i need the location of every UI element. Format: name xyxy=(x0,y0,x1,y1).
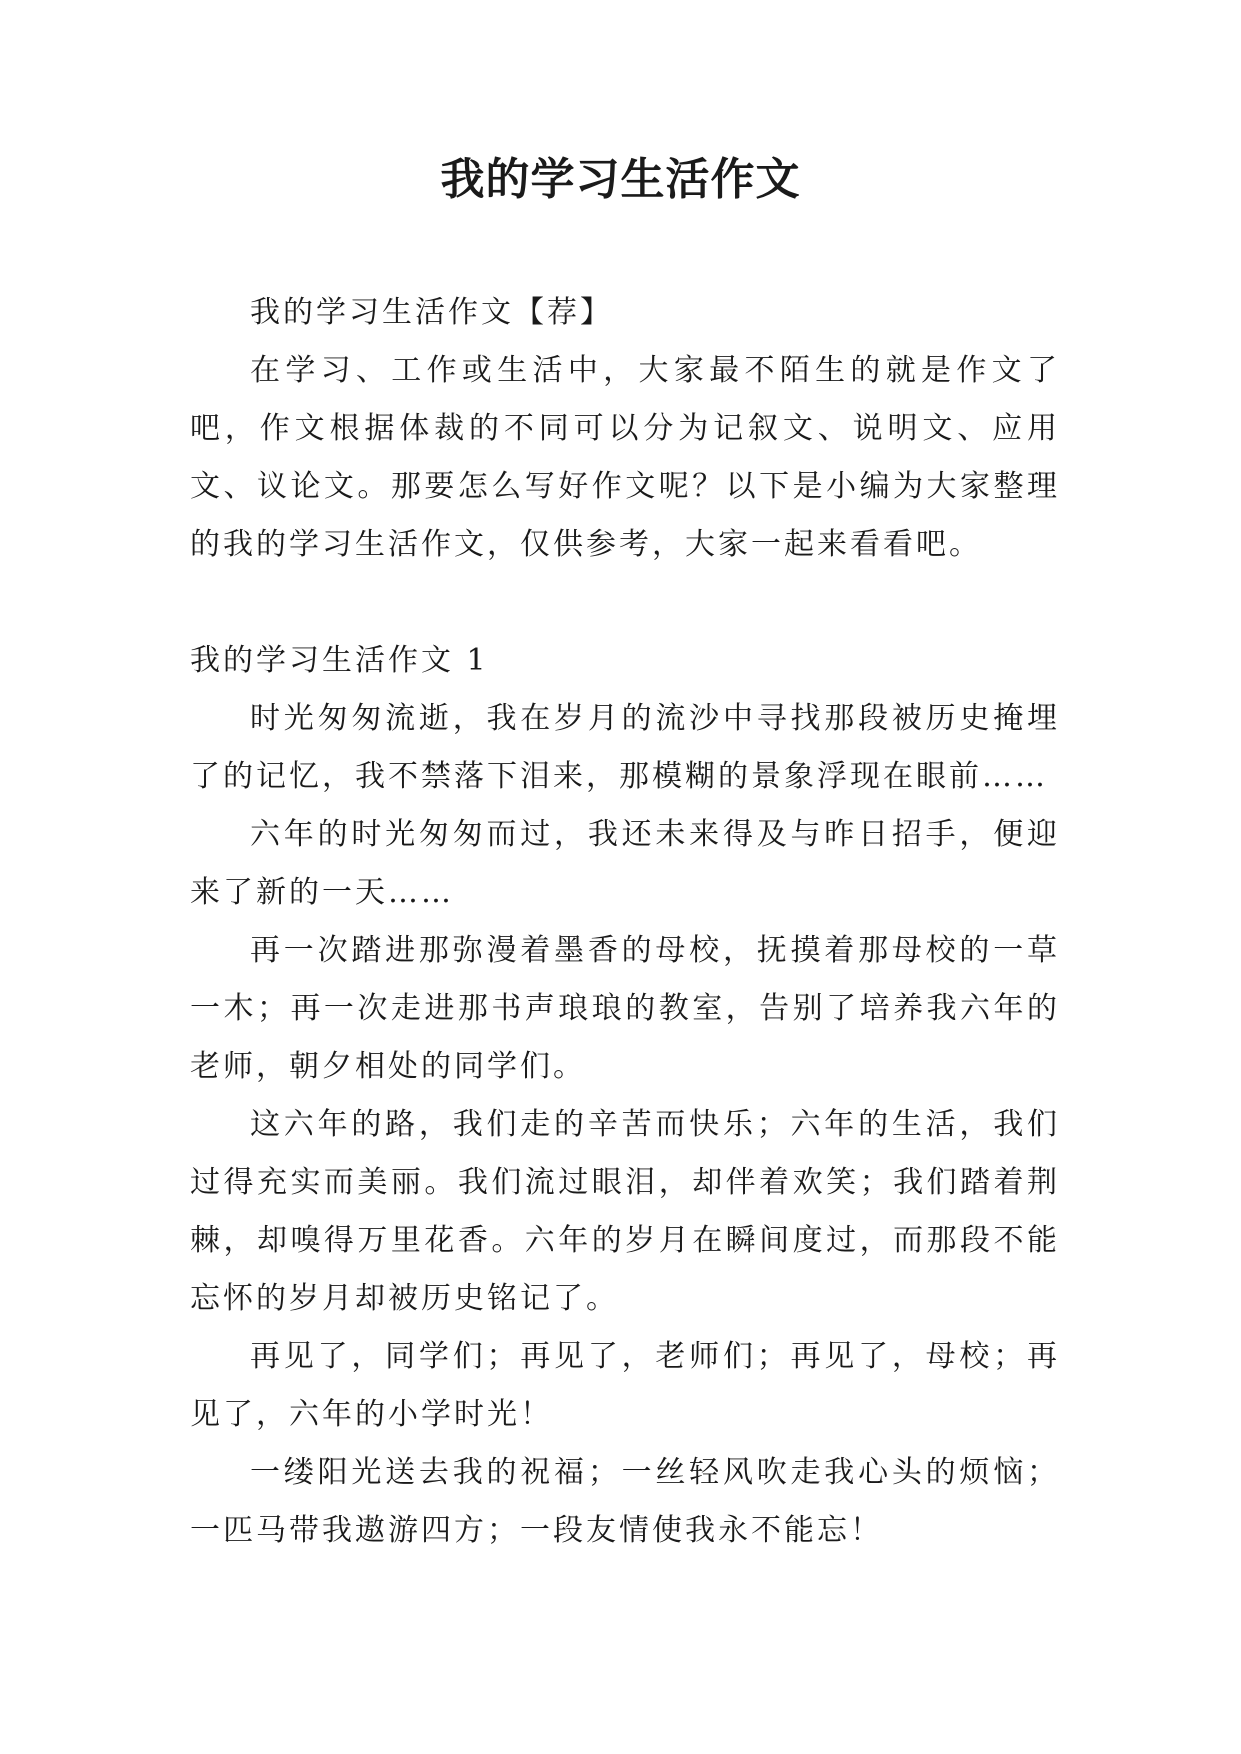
intro-paragraph: 在学习、工作或生活中，大家最不陌生的就是作文了吧，作文根据体裁的不同可以分为记叙文、说明文、应用文、议论文。那要怎么写好作文呢？以下是小编为大家整理的我的学习生活作文，仅供参考，大家一起来看看吧。 xyxy=(190,353,1060,562)
body-paragraph: 一缕阳光送去我的祝福；一丝轻风吹走我心头的烦恼；一匹马带我遨游四方；一段友情使我永不能忘！ xyxy=(190,1455,1060,1548)
body-paragraph: 时光匆匆流逝，我在岁月的流沙中寻找那段被历史掩埋了的记忆，我不禁落下泪来，那模糊的景象浮现在眼前…… xyxy=(190,701,1060,794)
body-paragraph: 这六年的路，我们走的辛苦而快乐；六年的生活，我们过得充实而美丽。我们流过眼泪，却伴着欢笑；我们踏着荆棘，却嗅得万里花香。六年的岁月在瞬间度过，而那段不能忘怀的岁月却被历史铭记了。 xyxy=(190,1107,1060,1316)
document-title: 我的学习生活作文 xyxy=(440,154,801,205)
body-paragraph: 六年的时光匆匆而过，我还未来得及与昨日招手，便迎来了新的一天…… xyxy=(190,817,1060,910)
body-paragraph: 再见了，同学们；再见了，老师们；再见了，母校；再见了，六年的小学时光！ xyxy=(190,1339,1060,1432)
section-heading: 我的学习生活作文 1 xyxy=(190,643,489,678)
body-paragraph: 再一次踏进那弥漫着墨香的母校，抚摸着那母校的一草一木；再一次走进那书声琅琅的教室，告别了培养我六年的老师，朝夕相处的同学们。 xyxy=(190,933,1060,1084)
document-subtitle: 我的学习生活作文【荐】 xyxy=(250,295,613,330)
document-body xyxy=(190,284,1060,1560)
